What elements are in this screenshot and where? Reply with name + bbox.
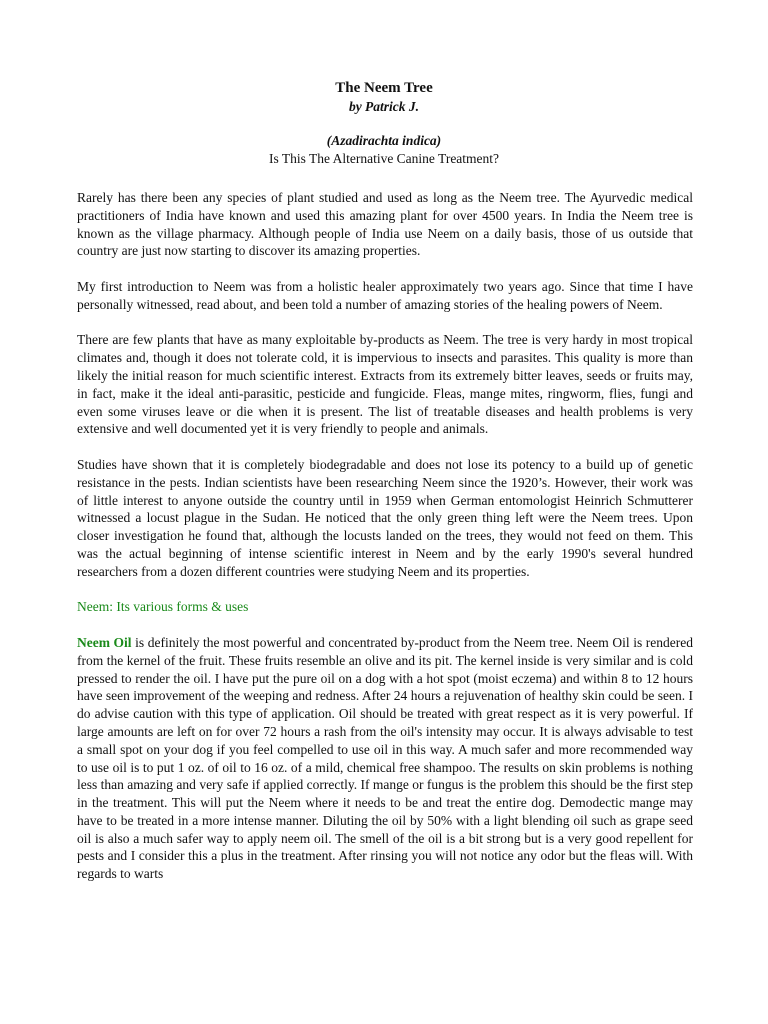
paragraph-studies: Studies have shown that it is completely biodegradable and does not lose its potency to a build up of genetic resistance in the pests. Indian scientists have been researching Neem since the 1920’s. However, their work was of little interest to anyone outside the country until in 1959 when German entomologist Heinrich Schmutterer witnessed a locust plague in the Sudan. He noticed that the only green thing left were the Neem trees. Upon closer investigation he found that, although the locusts landed on the trees, they would not feed on them. This was the actual beginning of intense scientific interest in Neem and by the early 1990's several hundred researchers from a dozen different countries were studying Neem and its properties. [77,456,693,579]
document-title: The Neem Tree [335,80,433,96]
author-byline: by Patrick J. [348,99,420,114]
paragraph-neem-oil [77,634,693,883]
document-subtitle: Is This The Alternative Canine Treatment? [268,151,500,166]
document-header [0,78,768,168]
paragraph-by-products: There are few plants that have as many exploitable by-products as Neem. The tree is very hardy in most tropical climates and, though it does not tolerate cold, it is impervious to insects and parasites. This quality is more than likely the initial reason for much scientific interest. Extracts from its extremely bitter leaves, seeds or fruits may, in fact, make it the ideal anti-parasitic, pesticide and fungicide. Fleas, mange mites, ringworm, flies, fungi and even some viruses leave or die when it is present. The list of treatable diseases and health problems is very extensive and well documented yet it is very friendly to people and animals. [77,332,693,437]
paragraph-intro: Rarely has there been any species of plant studied and used as long as the Neem tree. The Ayurvedic medical practitioners of India have known and used this amazing plant for over 4500 years. In India the Neem tree is known as the village pharmacy. Although people of India use Neem on a daily basis, those of us outside that country are just now starting to discover its amazing properties. [77,190,693,259]
document-body [77,189,693,901]
scientific-name: (Azadirachta indica) [326,133,442,148]
section-heading: Neem: Its various forms & uses [77,599,249,615]
neem-oil-text: is definitely the most powerful and concentrated by-product from the Neem tree. Neem Oil is rendered from the kernel of the fruit. These fruits resemble an olive and its pit. The kernel inside is very similar and is cold pressed to render the oil. I have put the pure oil on a dog with a hot spot (moist eczema) and within 8 to 12 hours have seen improvement of the weeping and redness. After 24 hours a rejuvenation of healthy skin could be seen. I do advise caution with this type of application. Oil should be treated with great respect as it is very powerful. If large amounts are left on for over 72 hours a rash from the oil's intensity may occur. It is always advisable to test a small spot on your dog if you feel compelled to use oil in this way. A much safer and more recommended way to use oil is to put 1 oz. of oil to 16 oz. of a mild, chemical free shampoo. The results on skin problems is nothing less than amazing and very safe if applied correctly. If mange or fungus is the problem this should be the first step in the treatment. This will put the Neem where it needs to be and treat the entire dog. Demodectic mange may have to be treated in a more intense manner. Diluting the oil by 50% with a light blending oil such as grape seed oil is also a much safer way to apply neem oil. The smell of the oil is a bit strong but is a very good repellent for pests and I consider this a plus in the treatment. After rinsing you will not notice any odor but the fleas will. With regards to warts [77,634,693,882]
paragraph-introduction: My first introduction to Neem was from a holistic healer approximately two years ago. Since that time I have personally witnessed, read about, and been told a number of amazing stories of the healing powers of Neem. [77,278,693,312]
neem-oil-keyword: Neem Oil [77,634,132,650]
